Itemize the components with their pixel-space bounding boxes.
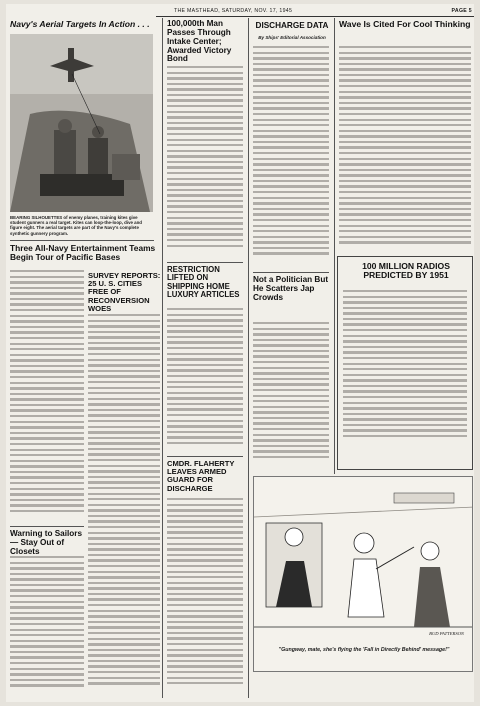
divider [10,526,84,527]
discharge-byline: By Ships' Editorial Association [258,34,326,40]
photo-story-headline: Navy's Aerial Targets In Action . . . [10,19,150,29]
divider [253,272,329,273]
cartoon-signature: BUD PATTERSON [429,631,464,636]
politician-headline: Not a Politician But He Scatters Jap Crowds [253,275,329,302]
radios-body [343,290,467,466]
warning-headline: Warning to Sailors— Stay Out of Closets [10,529,83,556]
divider [10,240,154,241]
wave-body [339,46,471,252]
aerial-target-photo [10,34,153,212]
survey-body [88,314,160,692]
topman-story [167,20,245,64]
newspaper-page [6,4,474,702]
column-rule [248,18,249,698]
discharge-headline: DISCHARGE DATA [255,21,329,30]
divider [167,456,243,457]
flaherty-story [167,460,245,493]
restriction-story [167,266,245,300]
page-number: PAGE 5 [451,8,472,14]
photo-story [10,20,156,29]
discharge-story [253,22,331,40]
warning-story [10,530,86,557]
topman-body [167,66,243,262]
wave-headline: Wave Is Cited For Cool Thinking [339,19,471,29]
warning-body [10,556,84,696]
entertainment-body-col1 [10,270,84,526]
restriction-body [167,308,243,454]
flaherty-body [167,498,243,694]
radios-headline: 100 MILLION RADIOS PREDICTED BY 1951 [362,261,450,281]
politician-body [253,322,329,470]
cartoon [253,476,473,672]
politician-story [253,276,331,303]
column-rule [162,18,163,698]
wave-story [339,20,473,29]
photo-caption: BEARING SILHOUETTES of enemy planes, training kites give student gunners a real target. Kites can loop-the-loop, dive and figure eight. The aerial targets are part of the Navy's complete synthetic gunnery program. [10,215,142,236]
radios-story [342,262,470,281]
topman-headline: 100,000th Man Passes Through Intake Center; Awarded Victory Bond [167,19,232,64]
restriction-headline: RESTRICTION LIFTED ON SHIPPING HOME LUXURY ARTICLES [167,265,240,300]
masthead [156,7,474,17]
survey-headline: SURVEY REPORTS: 25 U. S. CITIES FREE OF RECONVERSION WOES [88,271,161,313]
entertainment-story [10,244,156,262]
cartoon-caption: "Gungway, mate, she's flying the 'Fall in Directly Behind' message!" [278,647,450,653]
discharge-body [253,46,329,268]
divider [167,262,243,263]
survey-story [88,272,162,313]
column-rule [334,18,335,474]
entertainment-headline: Three All-Navy Entertainment Teams Begin Tour of Pacific Bases [10,243,156,263]
masthead-date: THE MASTHEAD, SATURDAY, NOV. 17, 1945 [174,8,293,14]
flaherty-headline: CMDR. FLAHERTY LEAVES ARMED GUARD FOR DISCHARGE [167,459,235,493]
